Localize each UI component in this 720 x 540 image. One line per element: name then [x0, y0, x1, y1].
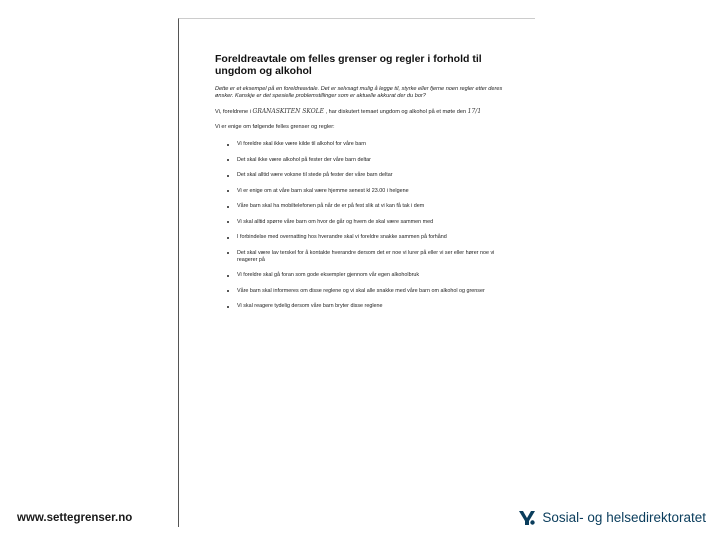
- handwritten-school-name: GRANASKITEN SKOLE: [252, 108, 324, 115]
- rule-text: Våre barn skal informeres om disse reglene og vi skal alle snakke med våre barn om alkohol og grenser: [237, 287, 485, 294]
- rule-text: Vi foreldre skal ikke være kilde til alkohol for våre barn: [237, 141, 367, 147]
- bullet-icon: [227, 306, 229, 308]
- rule-text: Det skal alltid være voksne til stede på fester der våre barn deltar: [237, 172, 393, 178]
- bullet-icon: [227, 290, 229, 292]
- bullet-icon: [227, 275, 229, 277]
- rule-text: Det skal være lav terskel for å kontakte hverandre dersom det er noe vi lurer på eller vi ser eller hører noe vi reagerer på: [237, 249, 495, 263]
- bullet-icon: [227, 159, 229, 161]
- bullet-icon: [227, 206, 229, 208]
- parents-line-prefix: Vi, foreldrene i: [215, 109, 251, 115]
- handwritten-meeting-date: 17/1: [467, 108, 482, 115]
- rules-list: [215, 141, 505, 310]
- rule-item: [227, 288, 505, 295]
- bullet-icon: [227, 237, 229, 239]
- bullet-icon: [227, 144, 229, 146]
- intro-paragraph: Dette er et eksempel på en foreldreavtale. Det er selvsagt mulig å legge til, styrke eller fjerne noen regler etter deres ønsker. Kanskje er det spesielle problemstillinger som er aktuelle akkurat der du bor?: [215, 86, 503, 99]
- bullet-icon: [227, 221, 229, 223]
- rule-text: Det skal ikke være alkohol på fester der våre barn deltar: [237, 156, 371, 163]
- rule-item: [227, 157, 505, 164]
- rule-item: [227, 172, 505, 179]
- parents-statement: [215, 108, 505, 116]
- rule-item: [227, 188, 505, 195]
- parents-line-suffix: , har diskutert temaet ungdom og alkohol på et møte den: [325, 109, 467, 115]
- brand-name: Sosial- og helsedirektoratet: [542, 509, 706, 525]
- brand: [517, 507, 706, 527]
- rule-item: [227, 272, 505, 279]
- website-url[interactable]: www.settegrenser.no: [17, 512, 133, 524]
- document-body: [215, 53, 505, 319]
- rule-text: Vi skal alltid spørre våre barn om hvor de går og hvem de skal være sammen med: [237, 218, 434, 225]
- helsedirektoratet-logo-icon: [517, 507, 537, 527]
- rule-item: [227, 141, 505, 148]
- bullet-icon: [227, 252, 229, 254]
- rule-item: [227, 219, 505, 226]
- bullet-icon: [227, 175, 229, 177]
- rule-item: [227, 250, 505, 264]
- rule-text: Vi foreldre skal gå foran som gode eksempler gjennom vår egen alkoholbruk: [237, 272, 420, 278]
- rule-text: Våre barn skal ha mobiltelefonen på når de er på fest slik at vi kan få tak i dem: [237, 203, 425, 209]
- rule-text: I forbindelse med overnatting hos hverandre skal vi foreldre snakke sammen på forhånd: [237, 234, 447, 240]
- rule-item: [227, 203, 505, 210]
- rule-item: [227, 234, 505, 241]
- agreement-lead: Vi er enige om følgende felles grenser og regler:: [215, 124, 335, 130]
- document-title: Foreldreavtale om felles grenser og regler i forhold til ungdom og alkohol: [215, 53, 482, 77]
- scanned-document-page: [178, 18, 535, 527]
- bullet-icon: [227, 190, 229, 192]
- rule-text: Vi er enige om at våre barn skal være hjemme senest kl 23.00 i helgene: [237, 187, 409, 194]
- rule-text: Vi skal reagere tydelig dersom våre barn bryter disse reglene: [237, 303, 383, 309]
- rule-item: [227, 303, 505, 310]
